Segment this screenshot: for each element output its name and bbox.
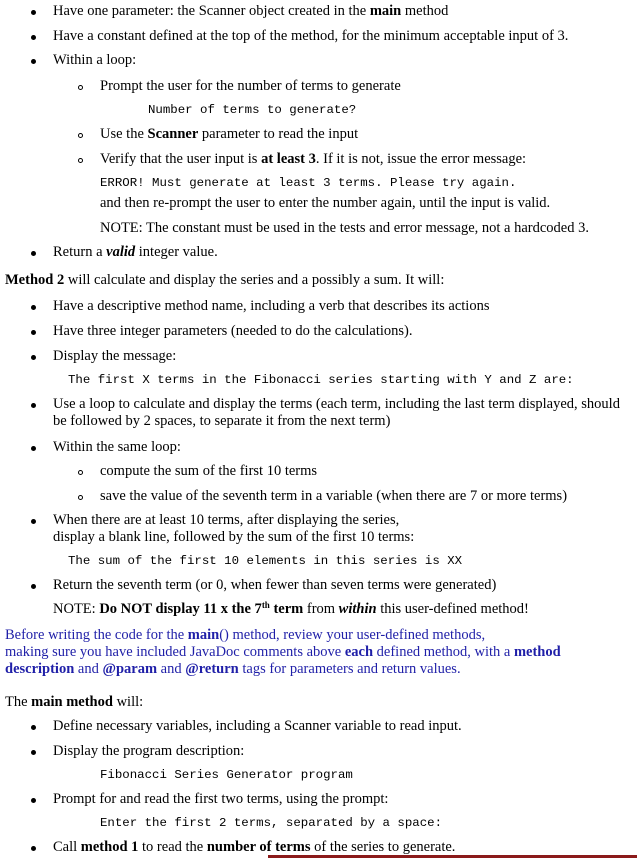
bullet xyxy=(31,750,36,755)
list-item: Display the program description: xyxy=(53,743,245,759)
bottom-rule xyxy=(268,855,637,858)
code-sum-message: The sum of the first 10 elements in this series is XX xyxy=(68,554,463,568)
list-item: Within the same loop: xyxy=(53,439,181,455)
bullet xyxy=(31,330,36,335)
list-item: Call method 1 to read the number of terms of the series to generate. xyxy=(53,839,456,855)
sub-list-item: compute the sum of the first 10 terms xyxy=(100,463,318,479)
list-item: Within a loop: xyxy=(53,52,137,68)
list-item: Define necessary variables, including a Scanner variable to read input. xyxy=(53,718,462,734)
list-item: Use a loop to calculate and display the terms (each term, including the last term displayed, should xyxy=(53,396,620,412)
code-description: Fibonacci Series Generator program xyxy=(100,768,353,782)
list-item: Have three integer parameters (needed to do the calculations). xyxy=(53,323,413,339)
code-prompt: Number of terms to generate? xyxy=(148,103,357,117)
note: NOTE: Do NOT display 11 x the 7th term from within this user-defined method! xyxy=(53,600,529,617)
sub-list-continuation: and then re-prompt the user to enter the number again, until the input is valid. xyxy=(100,195,551,211)
bullet xyxy=(31,403,36,408)
bullet xyxy=(31,446,36,451)
list-item: Return the seventh term (or 0, when fewer than seven terms were generated) xyxy=(53,577,497,593)
sub-bullet xyxy=(78,133,83,138)
sub-list-item: Use the Scanner parameter to read the input xyxy=(100,126,359,142)
list-item: Have a descriptive method name, including a verb that describes its actions xyxy=(53,298,490,314)
sub-list-item: Verify that the user input is at least 3. If it is not, issue the error message: xyxy=(100,151,527,167)
bullet xyxy=(31,846,36,851)
section-intro: Method 2 will calculate and display the series and a possibly a sum. It will: xyxy=(5,272,445,288)
sub-bullet xyxy=(78,495,83,500)
sub-list-item: save the value of the seventh term in a variable (when there are 7 or more terms) xyxy=(100,488,568,504)
list-item-continuation: be followed by 2 spaces, to separate it from the next term) xyxy=(53,413,391,429)
sub-bullet xyxy=(78,158,83,163)
bullet xyxy=(31,305,36,310)
bullet xyxy=(31,798,36,803)
list-item-continuation: display a blank line, followed by the sum of the first 10 terms: xyxy=(53,529,415,545)
sub-bullet xyxy=(78,85,83,90)
bullet xyxy=(31,355,36,360)
bullet xyxy=(31,35,36,40)
note: NOTE: The constant must be used in the tests and error message, not a hardcoded 3. xyxy=(100,220,589,236)
code-error-message: ERROR! Must generate at least 3 terms. Please try again. xyxy=(100,176,517,190)
bullet xyxy=(31,584,36,589)
code-message: The first X terms in the Fibonacci series starting with Y and Z are: xyxy=(68,373,574,387)
bullet xyxy=(31,10,36,15)
list-item: Have a constant defined at the top of the method, for the minimum acceptable input of 3. xyxy=(53,28,569,44)
sub-list-item: Prompt the user for the number of terms to generate xyxy=(100,78,401,94)
list-item: When there are at least 10 terms, after displaying the series, xyxy=(53,512,400,528)
code-prompt: Enter the first 2 terms, separated by a space: xyxy=(100,816,443,830)
bullet xyxy=(31,725,36,730)
list-item: Have one parameter: the Scanner object created in the main method xyxy=(53,3,449,19)
reminder-line: description and @param and @return tags for parameters and return values. xyxy=(5,661,461,677)
bullet xyxy=(31,519,36,524)
list-item: Display the message: xyxy=(53,348,177,364)
reminder-line: Before writing the code for the main() method, review your user-defined methods, xyxy=(5,627,486,643)
bullet xyxy=(31,59,36,64)
reminder-line: making sure you have included JavaDoc comments above each defined method, with a method xyxy=(5,644,561,660)
list-item: Return a valid integer value. xyxy=(53,244,218,260)
bullet xyxy=(31,251,36,256)
section-intro: The main method will: xyxy=(5,694,144,710)
list-item: Prompt for and read the first two terms, using the prompt: xyxy=(53,791,389,807)
sub-bullet xyxy=(78,470,83,475)
